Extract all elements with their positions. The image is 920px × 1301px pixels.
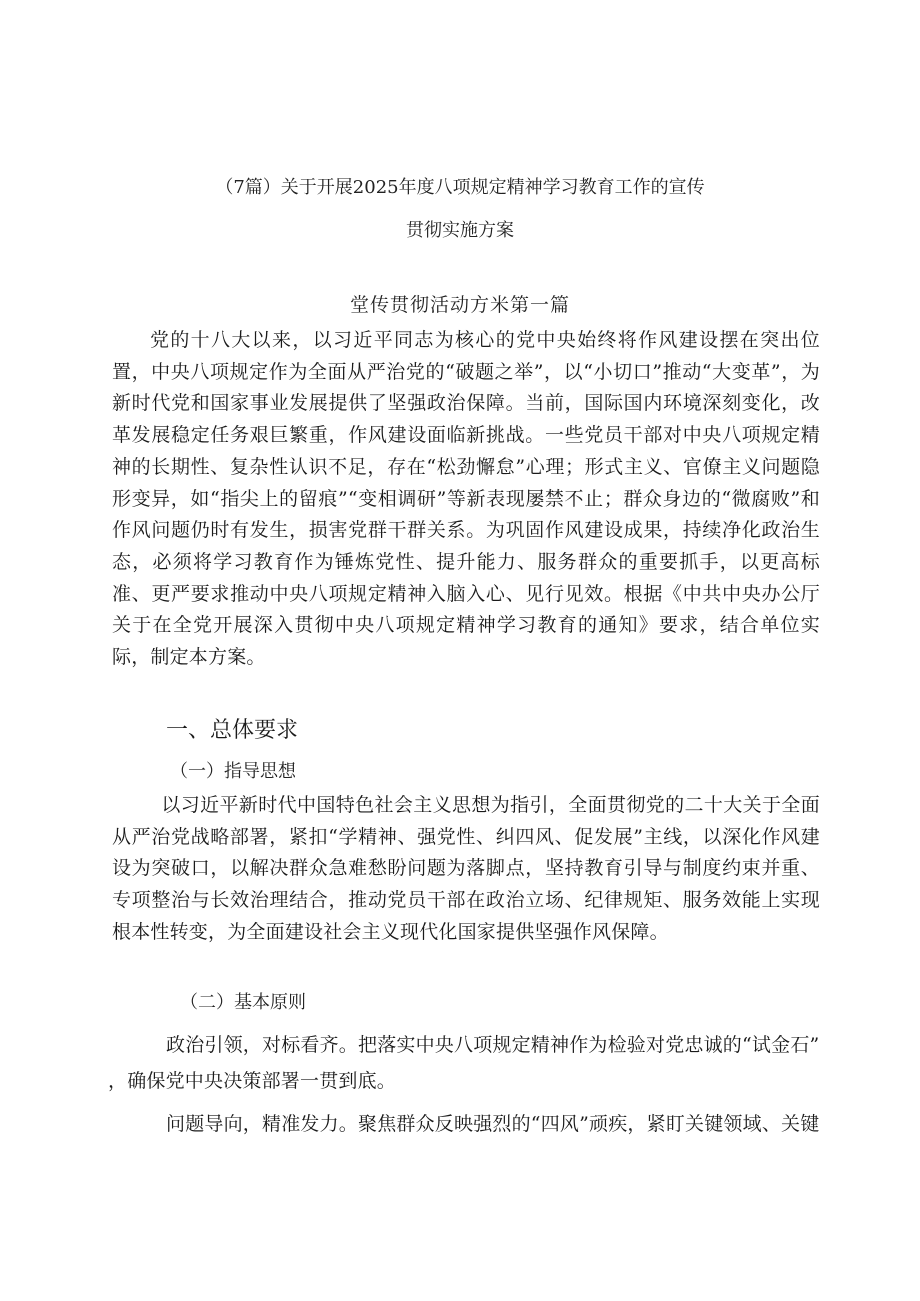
principle-1-line-2: ，确保党中央决策部署一贯到底。 — [108, 1070, 397, 1092]
section-title: 堂传贯彻活动方米第一篇 — [349, 294, 570, 316]
principle-1-line-1: 政治引领，对标看齐。把落实中央八项规定精神作为检验对党忠诚的“试金石” — [166, 1034, 820, 1056]
subheading-guiding-thought: （一）指导思想 — [170, 761, 296, 782]
guiding-thought-paragraph: 以习近平新时代中国特色社会主义思想为指引，全面贯彻党的二十大关于全面从严治党战略部署，紧扣“学精神、强党性、纠四风、促发展”主线，以深化作风建设为突破口，以解决群众急难愁盼问题为落脚点，坚持教育引导与制度约束并重、专项整治与长效治理结合，推动党员干部在政治立场、纪律规矩、服务效能上实现根本性转变，为全面建设社会主义现代化国家提供坚强作风保障。 — [112, 794, 820, 943]
document-title-line-2: 贯彻实施方案 — [406, 220, 514, 241]
document-title-line-1: （7篇）关于开展2025年度八项规定精神学习教育工作的宣传 — [215, 177, 705, 198]
intro-paragraph: 党的十八大以来，以习近平同志为核心的党中央始终将作风建设摆在突出位置，中央八项规定作为全面从严治党的“破题之举”，以“小切口”推动“大变革”，为新时代党和国家事业发展提供了坚强政治保障。当前，国际国内环境深刻变化，改革发展稳定任务艰巨繁重，作风建设面临新挑战。一些党员干部对中央八项规定精神的长期性、复杂性认识不足，存在“松劲懈怠”心理；形式主义、官僚主义问题隐形变异，如“指尖上的留痕”“变相调研”等新表现屡禁不止；群众身边的“微腐败”和作风问题仍时有发生，损害党群干群关系。为巩固作风建设成果，持续净化政治生态，必须将学习教育作为锤炼党性、提升能力、服务群众的重要抓手，以更高标准、更严要求推动中央八项规定精神入脑入心、见行见效。根据《中共中央办公厅关于在全党开展深入贯彻中央八项规定精神学习教育的通知》要求，结合单位实际，制定本方案。 — [112, 329, 820, 669]
heading-general-requirements: 一、总体要求 — [166, 718, 299, 743]
principle-2: 问题导向，精准发力。聚焦群众反映强烈的“四风”顽疾，紧盯关键领域、关键 — [166, 1113, 820, 1135]
subheading-basic-principles: （二）基本原则 — [180, 992, 306, 1013]
